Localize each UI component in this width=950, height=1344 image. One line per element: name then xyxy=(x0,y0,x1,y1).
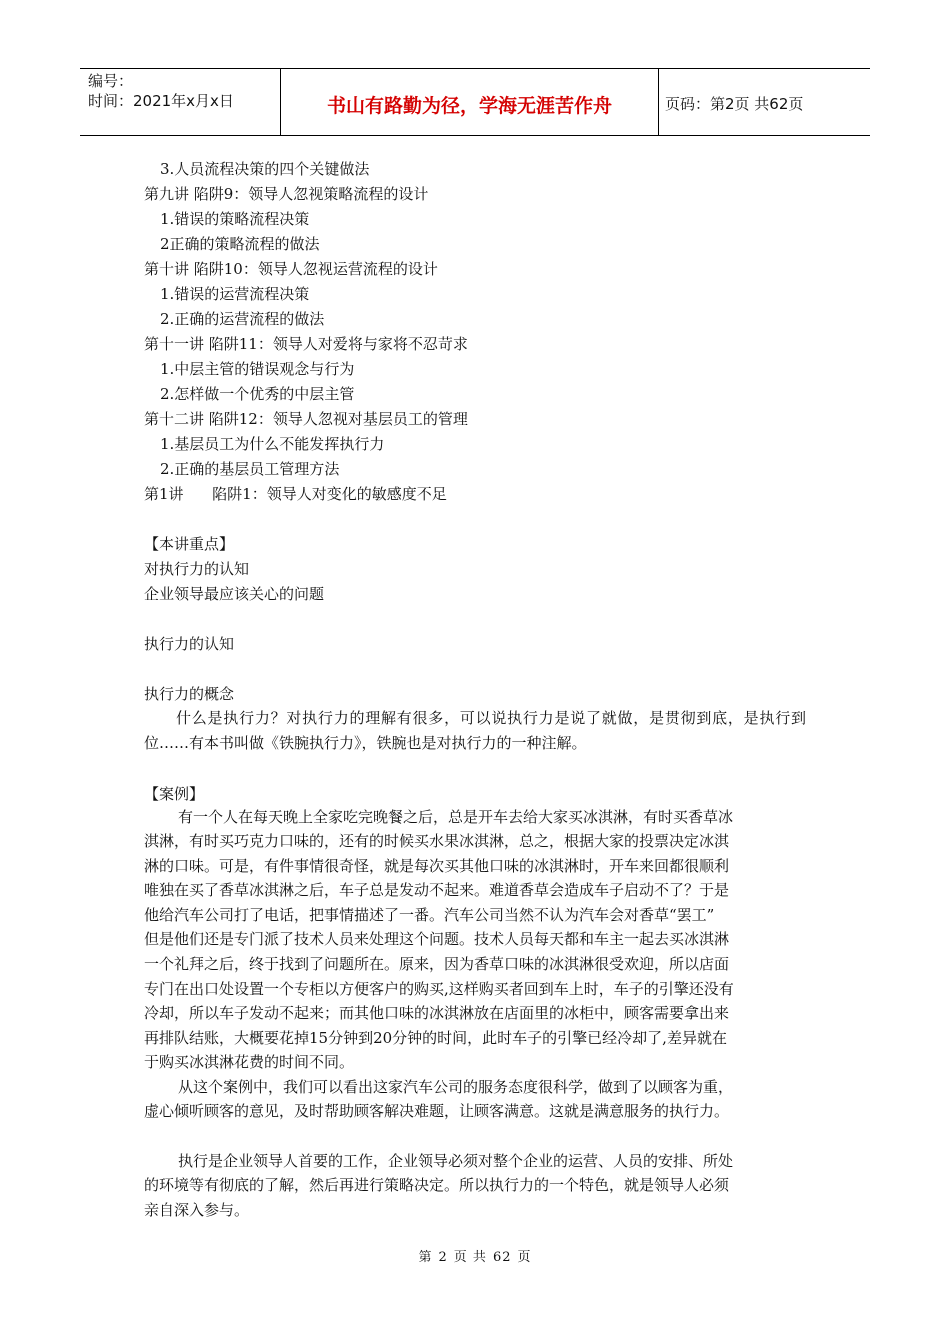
case-line: 淋的口味。可是，有件事情很奇怪，就是每次买其他口味的冰淇淋时，开车来回都很顺利 xyxy=(144,857,730,875)
toc-lecture: 第九讲 陷阱9：领导人忽视策略流程的设计 xyxy=(144,185,429,203)
case-line: 于购买冰淇淋花费的时间不同。 xyxy=(144,1053,355,1071)
final-line: 亲自深入参与。 xyxy=(144,1201,250,1219)
case-line: 他给汽车公司打了电话，把事情描述了一番。汽车公司当然不认为汽车会对香草“罢工” xyxy=(144,906,715,924)
section-title: 执行力的认知 xyxy=(144,635,235,653)
toc-item: 2.怎样做一个优秀的中层主管 xyxy=(160,385,355,403)
case-line: 冷却，所以车子发动不起来；而其他口味的冰淇淋放在店面里的冰柜中，顾客需要拿出来 xyxy=(144,1004,730,1022)
page-header xyxy=(80,68,870,136)
key-point-item: 企业领导最应该关心的问题 xyxy=(144,585,325,603)
toc-item: 2.正确的基层员工管理方法 xyxy=(160,460,340,478)
toc-item: 1.基层员工为什么不能发挥执行力 xyxy=(160,435,385,453)
lecture-title: 第1讲 陷阱1：领导人对变化的敏感度不足 xyxy=(144,485,447,503)
toc-lecture: 第十一讲 陷阱11：领导人对爱将与家将不忍苛求 xyxy=(144,335,468,353)
toc-item: 2.正确的运营流程的做法 xyxy=(160,310,325,328)
code-label: 编号： xyxy=(88,72,134,90)
footer-prefix: 第 xyxy=(418,1250,433,1265)
toc-item: 1.错误的运营流程决策 xyxy=(160,285,310,303)
key-points-heading: 【本讲重点】 xyxy=(144,535,235,553)
case-line: 一个礼拜之后，终于找到了问题所在。原来，因为香草口味的冰淇淋很受欢迎，所以店面 xyxy=(144,955,730,973)
toc-lecture: 第十讲 陷阱10：领导人忽视运营流程的设计 xyxy=(144,260,438,278)
page-footer xyxy=(0,1246,950,1265)
header-info-cell xyxy=(80,69,281,135)
case-line: 淇淋，有时买巧克力口味的，还有的时候买水果冰淇淋，总之，根据大家的投票决定冰淇 xyxy=(144,832,730,850)
toc-item: 3.人员流程决策的四个关键做法 xyxy=(160,160,370,178)
toc-item: 1.中层主管的错误观念与行为 xyxy=(160,360,355,378)
final-line: 执行是企业领导人首要的工作，企业领导必须对整个企业的运营、人员的安排、所处 xyxy=(178,1152,734,1170)
toc-lecture: 第十二讲 陷阱12：领导人忽视对基层员工的管理 xyxy=(144,410,468,428)
case-line: 唯独在买了香草冰淇淋之后，车子总是发动不起来。难道香草会造成车子启动不了？于是 xyxy=(144,881,730,899)
key-point-item: 对执行力的认知 xyxy=(144,560,250,578)
date-label: 时间：2021年x月x日 xyxy=(88,92,234,110)
case-line: 有一个人在每天晚上全家吃完晚餐之后，总是开车去给大家买冰淇淋，有时买香草冰 xyxy=(178,808,734,826)
toc-item: 1.错误的策略流程决策 xyxy=(160,210,310,228)
toc-item: 2正确的策略流程的做法 xyxy=(160,235,320,253)
conclusion-line: 虚心倾听顾客的意见，及时帮助顾客解决难题，让顾客满意。这就是满意服务的执行力。 xyxy=(144,1102,730,1120)
final-line: 的环境等有彻底的了解，然后再进行策略决定。所以执行力的一个特色，就是领导人必须 xyxy=(144,1176,730,1194)
case-heading: 【案例】 xyxy=(144,785,205,803)
case-line: 但是他们还是专门派了技术人员来处理这个问题。技术人员每天都和车主一起去买冰淇淋 xyxy=(144,930,730,948)
header-page-info: 页码：第2页 共62页 xyxy=(665,94,804,113)
footer-suffix: 页 xyxy=(517,1250,532,1265)
conclusion-line: 从这个案例中，我们可以看出这家汽车公司的服务态度很科学，做到了以顾客为重， xyxy=(178,1078,734,1096)
footer-page-number: 2 xyxy=(438,1250,448,1265)
header-motto: 书山有路勤为径，学海无涯苦作舟 xyxy=(281,69,659,135)
concept-title: 执行力的概念 xyxy=(144,685,235,703)
footer-middle: 页 共 xyxy=(453,1250,487,1265)
case-line: 再排队结账，大概要花掉15分钟到20分钟的时间，此时车子的引擎已经冷却了,差异就在 xyxy=(144,1029,727,1047)
case-line: 专门在出口处设置一个专柜以方便客户的购买,这样购买者回到车上时，车子的引擎还没有 xyxy=(144,980,734,998)
footer-total-pages: 62 xyxy=(492,1250,512,1265)
concept-paragraph: 什么是执行力？对执行力的理解有很多，可以说执行力是说了就做，是贯彻到底，是执行到位……有本书叫做《铁腕执行力》，铁腕也是对执行力的一种注解。 xyxy=(144,709,806,752)
